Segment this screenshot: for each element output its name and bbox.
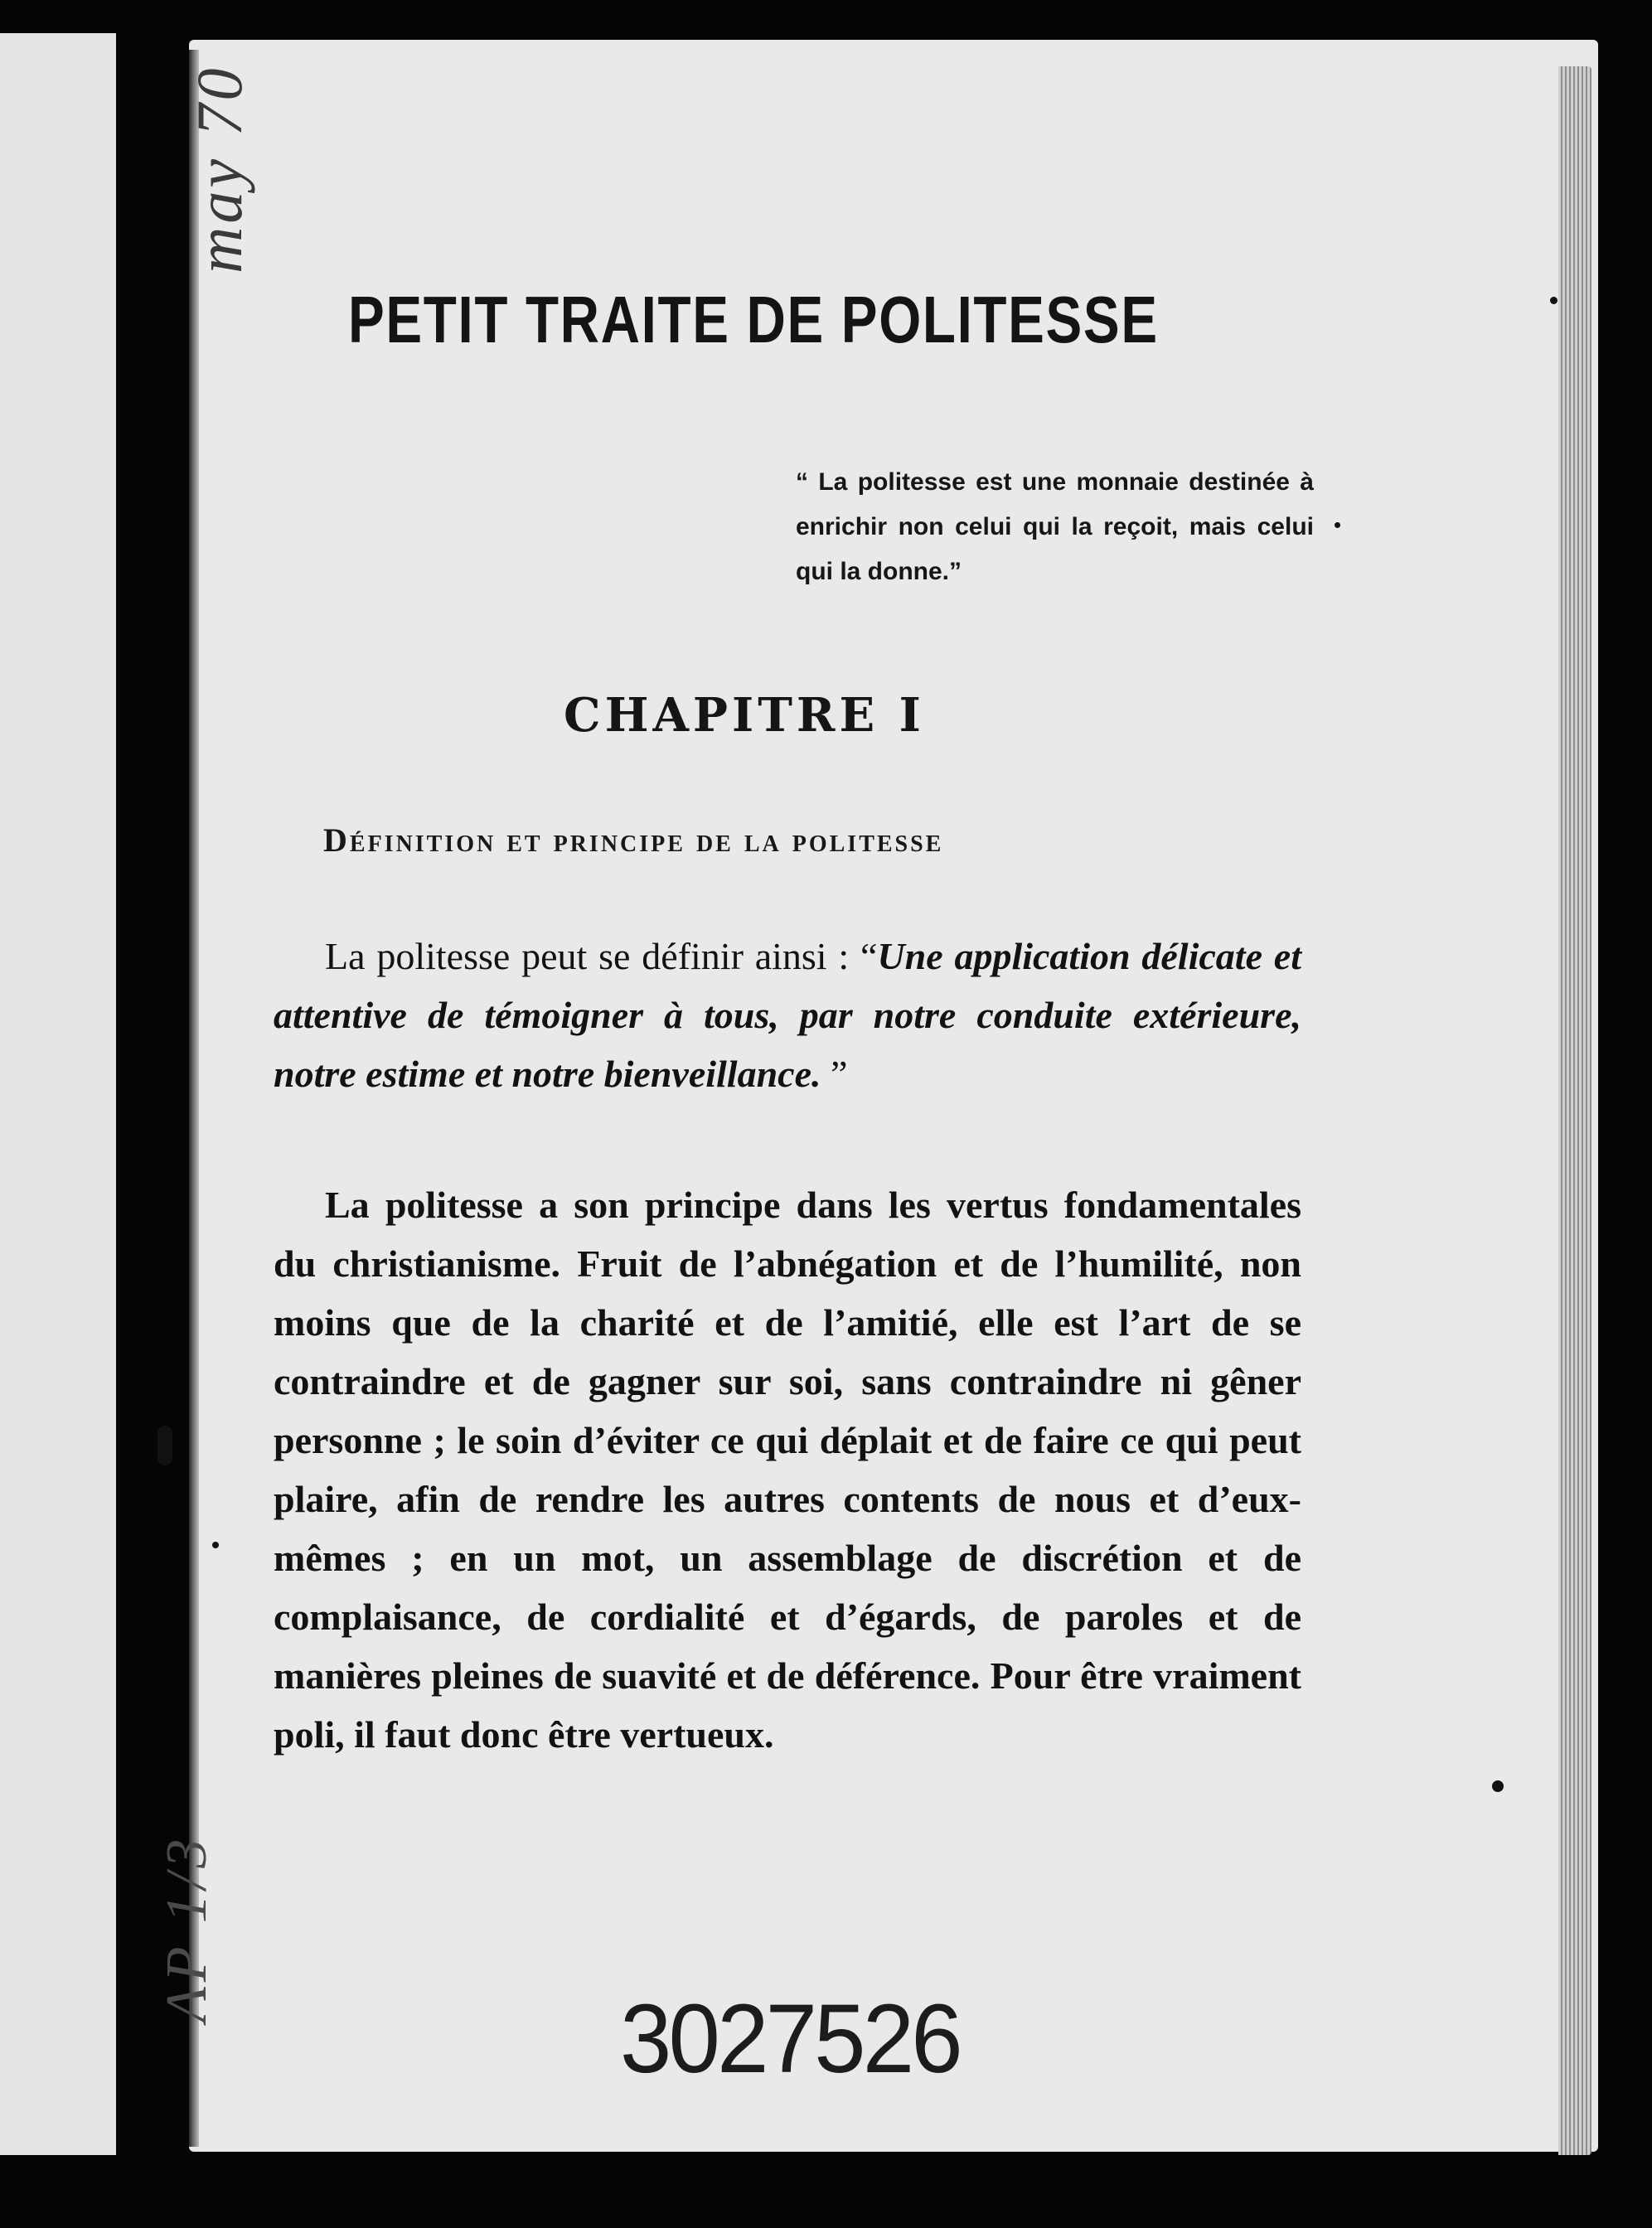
handwritten-shelfmark-number: 3027526 bbox=[620, 1984, 960, 2094]
definition-intro: La politesse peut se définir ainsi : “ bbox=[325, 935, 878, 977]
page-edge-stack bbox=[1558, 66, 1591, 2155]
definition-paragraph bbox=[274, 927, 1301, 1103]
dust-speck bbox=[1492, 1780, 1504, 1792]
dust-speck bbox=[1335, 522, 1340, 528]
handwritten-margin-note-lower: AP 1/3 bbox=[155, 1833, 219, 2022]
epigraph-quote: “ La politesse est une monnaie destinée à enrichir non celui qui la reçoit, mais celui qui la donne.” bbox=[796, 468, 1314, 585]
chapter-heading: CHAPITRE I bbox=[564, 688, 925, 743]
definition-outro: ” bbox=[821, 1053, 848, 1095]
dust-speck bbox=[157, 1426, 172, 1465]
page-binding-shadow bbox=[189, 50, 199, 2147]
principle-paragraph: La politesse a son principe dans les vertus fondamentales du christianisme. Fruit de l’abnégation et de l’humilité, non moins que de la charité et de l’amitié, elle est l’art de se contraindre et de gagner sur soi, sans contraindre ni gêner personne ; le soin d’éviter ce qui déplait et de faire ce qui peut plaire, afin de rendre les autres contents de nous et d’eux-mêmes ; en un mot, un assemblage de discrétion et de complaisance, de cordialité et d’égards, de paroles et de manières pleines de suavité et de déférence. Pour être vraiment poli, il faut donc être vertueux. bbox=[274, 1184, 1301, 1756]
handwritten-margin-note: may 70 bbox=[183, 65, 255, 274]
dust-speck bbox=[212, 1542, 219, 1548]
definition-quote: Une application délicate et attentive de témoigner à tous, par notre conduite extérieure, notre estime et notre bienveillance. bbox=[274, 935, 1301, 1095]
page-title: PETIT TRAITE DE POLITESSE bbox=[348, 283, 1159, 356]
dust-speck bbox=[1550, 297, 1558, 304]
chapter-subtitle: Définition et principe de la politesse bbox=[323, 821, 944, 859]
adjacent-page-strip bbox=[0, 33, 116, 2155]
